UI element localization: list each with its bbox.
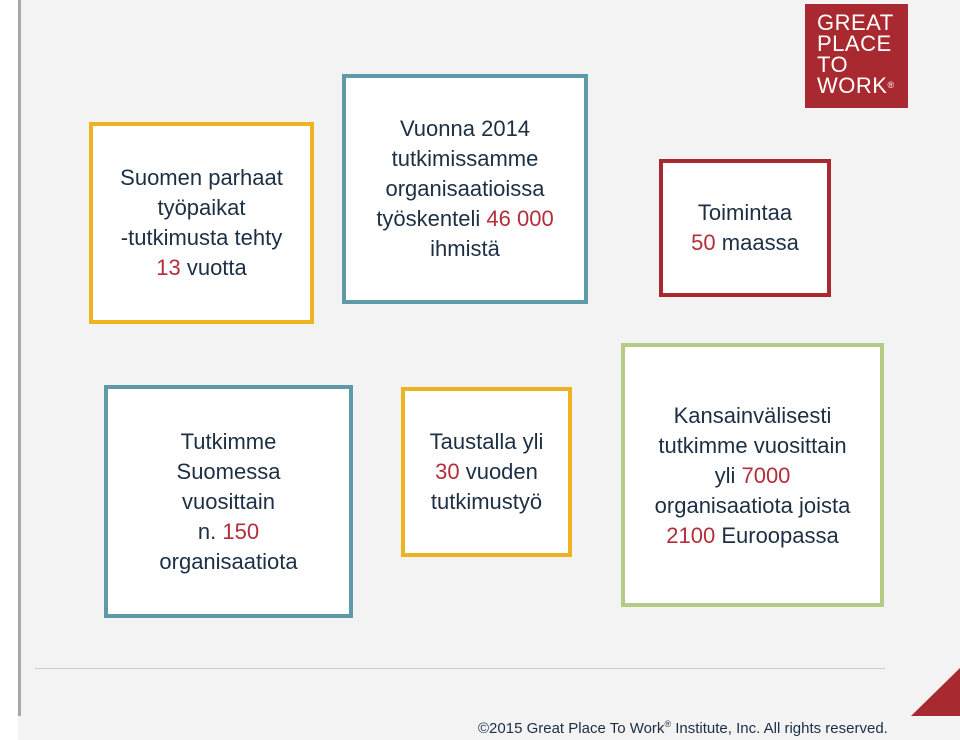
logo-registered-mark: ® [887, 80, 895, 90]
great-place-to-work-logo [805, 4, 908, 108]
fact-text: n. [197, 518, 217, 544]
fact-box-7000-organisations [621, 343, 884, 607]
highlight-number: 46 000 [486, 206, 554, 231]
copyright-text-end: Institute, Inc. All rights reserved. [671, 720, 888, 737]
fact-line: tutkimissamme [391, 146, 539, 171]
fact-line: Suomessa [176, 458, 281, 484]
fact-line: työpaikat [157, 195, 246, 220]
fact-line [691, 228, 799, 258]
fact-box-text [120, 163, 283, 283]
fact-box-50-countries [659, 159, 831, 297]
fact-line: ihmistä [430, 236, 500, 261]
fact-box-text [430, 427, 544, 517]
fact-text: Euroopassa [721, 523, 839, 548]
fact-box-13-years [89, 122, 314, 324]
fact-line: tutkimme vuosittain [658, 433, 847, 458]
fact-line: Toimintaa [697, 200, 793, 225]
logo-line-3: TO [817, 52, 849, 77]
fact-line: Suomen parhaat [120, 165, 283, 190]
fact-line: tutkimustyö [430, 489, 543, 514]
left-margin-line [18, 0, 21, 716]
highlight-number: 150 [222, 518, 260, 544]
logo-word-work: WORK [817, 73, 888, 98]
fact-line: Taustalla yli [429, 429, 544, 454]
fact-line [120, 253, 283, 283]
copyright-footer [478, 719, 888, 737]
footer-divider [35, 668, 885, 669]
fact-line [655, 461, 851, 491]
highlight-number: 7000 [741, 463, 791, 488]
fact-box-text [691, 198, 799, 258]
fact-line: vuosittain [182, 488, 275, 514]
highlight-number: 50 [691, 230, 716, 255]
fact-line [430, 457, 544, 487]
fact-line: Tutkimme [180, 428, 277, 454]
fact-box-150-organisations [104, 385, 353, 618]
highlight-number: 2100 [666, 523, 716, 548]
fact-text: vuoden [465, 459, 538, 484]
fact-line: -tutkimusta tehty [120, 225, 283, 250]
logo-line-4 [817, 75, 908, 96]
highlight-number: 30 [435, 459, 460, 484]
fact-line: Kansainvälisesti [673, 403, 832, 428]
fact-line: organisaatiota joista [654, 493, 851, 518]
logo-line-1: GREAT [817, 10, 894, 35]
fact-box-46000-people [342, 74, 588, 304]
fact-box-text [655, 401, 851, 551]
fact-line [159, 517, 297, 547]
fact-text: yli [714, 463, 736, 488]
fact-line: Vuonna 2014 [399, 116, 531, 141]
fact-line [655, 521, 851, 551]
fact-box-30-years [401, 387, 572, 557]
fact-line: organisaatioissa [385, 176, 545, 201]
highlight-number: 13 [156, 255, 181, 280]
corner-triangle [911, 668, 960, 716]
fact-line: organisaatiota [159, 548, 298, 574]
copyright-text: ©2015 Great Place To Work [478, 720, 665, 737]
registered-mark: ® [664, 719, 672, 729]
fact-box-text [159, 427, 297, 577]
fact-text: työskenteli [376, 206, 481, 231]
fact-text: maassa [721, 230, 799, 255]
fact-line [376, 204, 553, 234]
left-margin-stripe [0, 0, 18, 740]
logo-line-2: PLACE [817, 31, 892, 56]
fact-text: vuotta [186, 255, 247, 280]
fact-box-text [376, 114, 553, 264]
